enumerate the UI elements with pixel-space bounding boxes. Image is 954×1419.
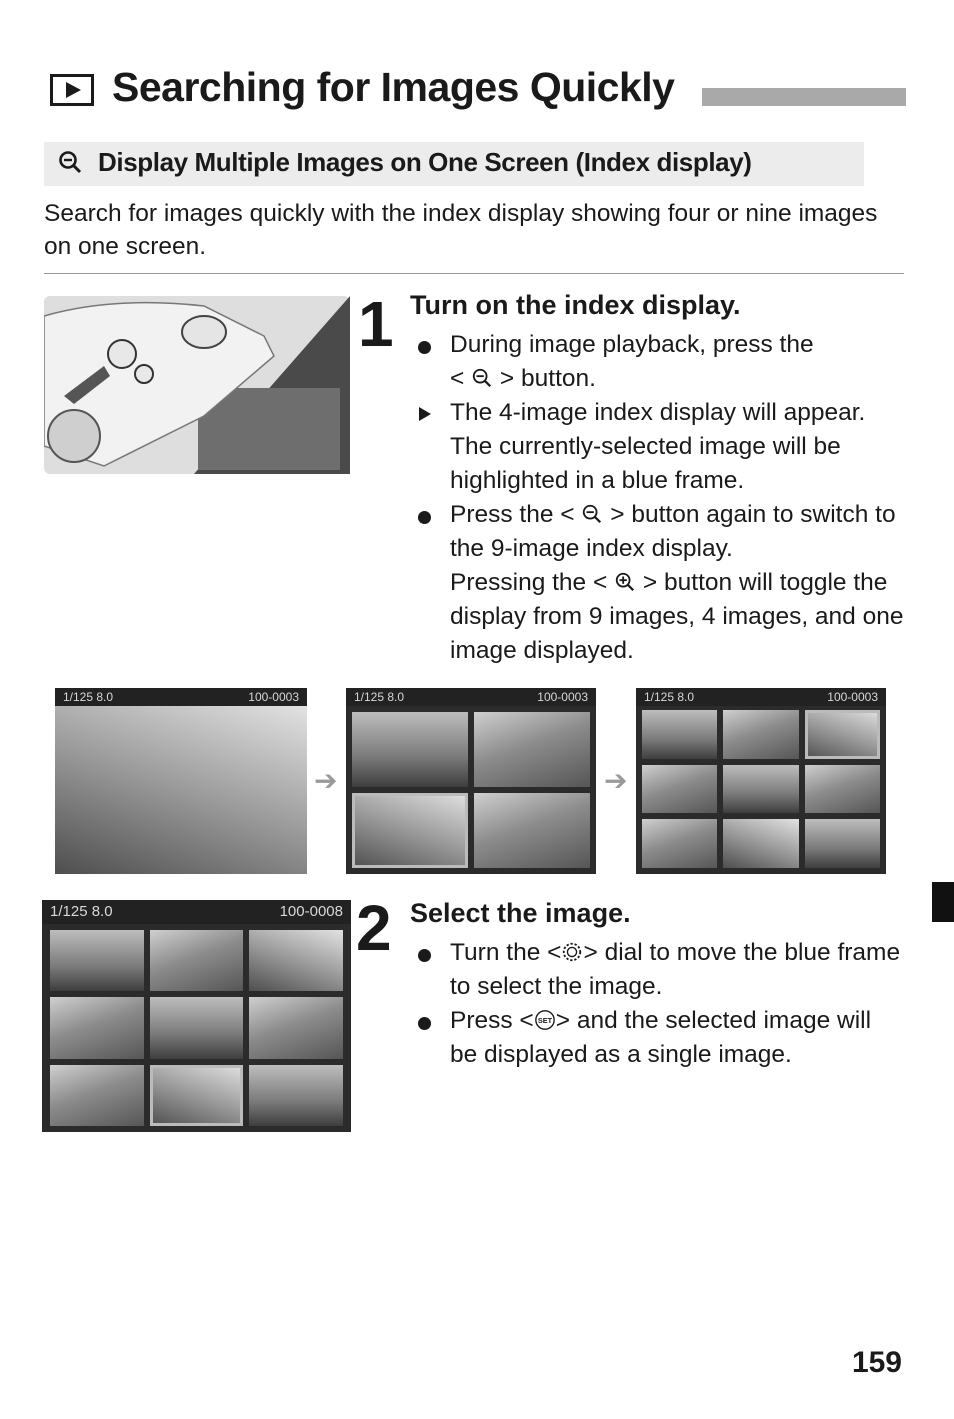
set-button-icon bbox=[534, 1009, 556, 1031]
thumbnail bbox=[723, 710, 798, 759]
thumbnail-selected bbox=[352, 793, 468, 868]
thumbnail bbox=[723, 765, 798, 814]
camera-illustration bbox=[44, 296, 350, 474]
step-1-result: The 4-image index display will appear. The currently-selected image will be highlighted in a blue frame. bbox=[412, 396, 904, 498]
page-title-row bbox=[50, 64, 906, 120]
step-1-list bbox=[412, 328, 904, 668]
thumbnail bbox=[642, 765, 717, 814]
screen-info-bar: 1/125 8.0 100-0008 bbox=[42, 900, 351, 924]
magnify-minus-icon bbox=[58, 150, 82, 174]
bullet-icon bbox=[418, 949, 431, 962]
thumbnail bbox=[642, 819, 717, 868]
thumbnail bbox=[150, 997, 244, 1058]
thumbnail bbox=[642, 710, 717, 759]
section-title: Display Multiple Images on One Screen (Index display) bbox=[98, 147, 752, 177]
thumbnail-selected bbox=[805, 710, 880, 759]
result-arrow-icon bbox=[419, 407, 431, 421]
thumbnail-grid-9 bbox=[50, 930, 343, 1126]
thumbnail bbox=[50, 997, 144, 1058]
svg-text:SET: SET bbox=[537, 1016, 552, 1026]
thumbnail bbox=[474, 712, 590, 787]
nine-image-screen bbox=[636, 688, 886, 874]
nine-image-select-screen bbox=[42, 900, 351, 1132]
image-thumbnail bbox=[55, 706, 307, 874]
step-1-bullet-2: Press the < > button again to switch to the 9-image index display. Pressing the < > button will toggle the display from 9 images, 4 images, and one image displayed. bbox=[412, 498, 904, 668]
step-2-number: 2 bbox=[356, 892, 392, 964]
step-1-heading: Turn on the index display. bbox=[410, 290, 741, 320]
thumbnail bbox=[805, 765, 880, 814]
divider bbox=[44, 273, 904, 274]
magnify-minus-icon bbox=[581, 503, 603, 525]
thumbnail bbox=[249, 997, 343, 1058]
four-image-screen bbox=[346, 688, 596, 874]
magnify-minus-icon bbox=[471, 367, 493, 389]
chapter-tab bbox=[932, 882, 954, 922]
screen-info-bar: 1/125 8.0 100-0003 bbox=[55, 688, 307, 706]
thumbnail bbox=[723, 819, 798, 868]
camera-button-photo bbox=[44, 296, 350, 474]
bullet-icon bbox=[418, 1017, 431, 1030]
section-header bbox=[44, 142, 864, 186]
arrow-right-icon: ➔ bbox=[604, 765, 628, 796]
screen-info-bar: 1/125 8.0 100-0003 bbox=[346, 688, 596, 706]
thumbnail bbox=[50, 1065, 144, 1126]
step-2-bullet-2: Press < SET > and the selected image will be displayed as a single image. bbox=[412, 1004, 904, 1072]
thumbnail-selected bbox=[150, 1065, 244, 1126]
bullet-icon bbox=[418, 341, 431, 354]
title-rule-bar bbox=[702, 88, 906, 106]
step-2-list bbox=[412, 936, 904, 1072]
step-1-bullet-1: During image playback, press the < > button. bbox=[412, 328, 904, 396]
screen-info-bar: 1/125 8.0 100-0003 bbox=[636, 688, 886, 706]
thumbnail bbox=[249, 1065, 343, 1126]
playback-icon bbox=[50, 74, 94, 106]
quick-control-dial-icon bbox=[561, 941, 583, 963]
step-1-number: 1 bbox=[358, 288, 394, 360]
thumbnail bbox=[352, 712, 468, 787]
thumbnail bbox=[249, 930, 343, 991]
thumbnail bbox=[474, 793, 590, 868]
thumbnail-grid-9 bbox=[642, 710, 880, 868]
arrow-right-icon: ➔ bbox=[314, 765, 338, 796]
step-2-bullet-1: Turn the < > dial to move the blue frame to select the image. bbox=[412, 936, 904, 1004]
page-title: Searching for Images Quickly bbox=[112, 64, 675, 110]
magnify-plus-icon bbox=[614, 571, 636, 593]
step-2-heading: Select the image. bbox=[410, 898, 631, 928]
bullet-icon bbox=[418, 511, 431, 524]
intro-paragraph: Search for images quickly with the index display showing four or nine images on one screen. bbox=[44, 200, 878, 260]
page-number: 159 bbox=[851, 1346, 902, 1379]
thumbnail bbox=[150, 930, 244, 991]
thumbnail-grid-4 bbox=[352, 712, 590, 868]
single-image-screen bbox=[55, 688, 307, 874]
thumbnail bbox=[50, 930, 144, 991]
thumbnail bbox=[805, 819, 880, 868]
